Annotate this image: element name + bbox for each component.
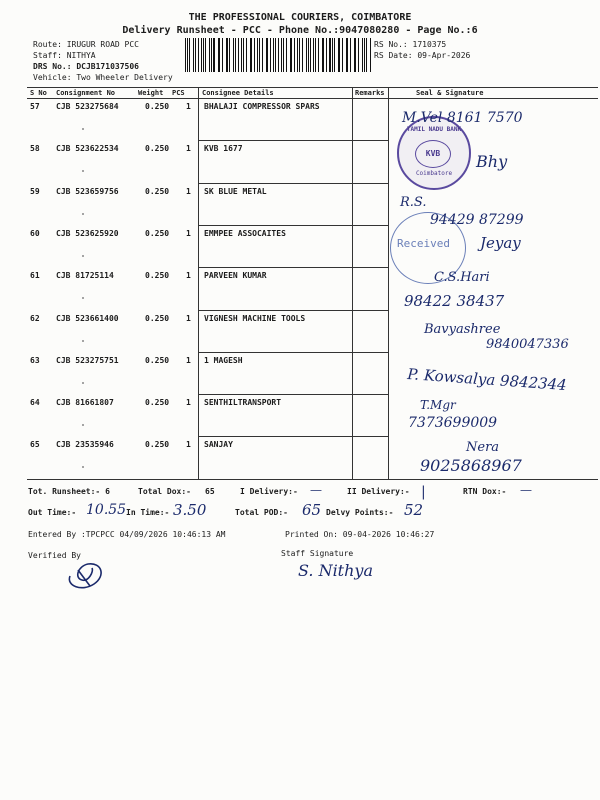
row-consignee: BHALAJI COMPRESSOR SPARS — [204, 102, 320, 111]
barcode-bar — [209, 38, 210, 72]
barcode-bar — [246, 38, 247, 72]
col-consignment: Consignment No — [56, 89, 116, 97]
row-rule — [198, 310, 388, 311]
row-mark — [82, 340, 84, 342]
staff-label: Staff: NITHYA — [33, 51, 96, 60]
row-sno: 61 — [30, 271, 40, 281]
row-consignee: KVB 1677 — [204, 144, 243, 154]
delvy-points-value: 52 — [404, 501, 424, 519]
vehicle-label: Vehicle: Two Wheeler Delivery — [33, 73, 173, 82]
printed-on: Printed On: 09-04-2026 10:46:27 — [285, 530, 435, 539]
barcode-bar — [267, 38, 268, 72]
signature-60: Jeyay — [480, 234, 521, 252]
row-pcs: 1 — [186, 144, 191, 154]
row-sno: 58 — [30, 144, 40, 154]
barcode-bar — [259, 38, 260, 72]
barcode-bar — [302, 38, 303, 72]
bank-seal-stamp — [397, 116, 471, 190]
signature-62a: Bavyashree — [424, 322, 501, 337]
barcode-bar — [366, 38, 367, 72]
table-header-rule — [27, 98, 598, 99]
col-sno: S No — [30, 89, 47, 97]
total-pod-label: Total POD:- — [235, 508, 288, 517]
col-pcs: PCS — [172, 89, 185, 97]
row-weight: 0.250 — [145, 355, 170, 365]
barcode-bar — [281, 38, 282, 72]
barcode-bar — [254, 38, 255, 72]
row-mark — [82, 297, 84, 299]
barcode-bar — [299, 38, 300, 72]
row-pcs: 1 — [186, 313, 191, 323]
barcode-bar — [273, 38, 274, 72]
row-mark — [82, 382, 84, 384]
row-weight: 0.250 — [145, 398, 170, 408]
signature-61a: C.S.Hari — [434, 270, 490, 285]
barcode-bar — [195, 38, 196, 72]
row-sno: 60 — [30, 228, 40, 238]
row-consignment-no: CJB 81661807 — [56, 398, 114, 408]
row-consignee: SK BLUE METAL — [204, 186, 267, 196]
barcode-bar — [193, 38, 194, 72]
row-weight: 0.250 — [145, 313, 170, 323]
table-bottom-rule — [27, 479, 598, 480]
barcode-bar — [355, 38, 356, 72]
out-time-label: Out Time:- — [28, 508, 77, 517]
barcode-bar — [342, 38, 343, 72]
row-pcs: 1 — [186, 228, 191, 238]
col-divider — [352, 87, 353, 479]
staff-signature-value: S. Nithya — [298, 561, 373, 580]
row-weight: 0.250 — [145, 186, 170, 196]
barcode-bar — [291, 38, 292, 72]
row-rule — [198, 140, 388, 141]
row-mark — [82, 466, 84, 468]
row-pcs: 1 — [186, 186, 191, 196]
table-top-rule — [27, 87, 598, 88]
barcode-bar — [229, 38, 230, 72]
drs-number: DRS No.: DCJB171037506 — [33, 62, 139, 71]
signature-65a: Nera — [466, 440, 500, 455]
row-weight: 0.250 — [145, 102, 170, 111]
row-consignment-no: CJB 523622534 — [56, 144, 119, 154]
delvy-points-label: Delvy Points:- — [326, 508, 394, 517]
row-mark — [82, 424, 84, 426]
row-mark — [82, 170, 84, 172]
dash-mark: — — [520, 483, 532, 497]
signature-58: Bhy — [476, 152, 508, 171]
kvb-logo: KVB — [415, 140, 451, 168]
bank-seal-city: Coimbatore — [415, 170, 453, 177]
tot-runsheet: Tot. Runsheet:- 6 — [28, 487, 110, 496]
row-consignee: 1 MAGESH — [204, 355, 243, 365]
signature-63: P. Kowsalya 9842344 — [406, 365, 568, 395]
row-sno: 64 — [30, 398, 40, 408]
barcode-bar — [222, 38, 223, 72]
received-stamp-text: Received — [397, 237, 450, 250]
rs-number: RS No.: 1710375 — [374, 40, 447, 49]
barcode-bar — [329, 38, 330, 72]
total-dox-value: 65 — [205, 487, 215, 496]
barcode-bar — [233, 38, 234, 72]
col-weight: Weight — [138, 89, 164, 97]
row-rule — [198, 394, 388, 395]
row-pcs: 1 — [186, 440, 191, 450]
row-rule — [198, 352, 388, 353]
barcode-bar — [323, 38, 324, 72]
barcode-bar — [205, 38, 206, 72]
col-remarks: Remarks — [355, 89, 385, 97]
row-pcs: 1 — [186, 102, 191, 111]
barcode-bar — [185, 38, 186, 72]
row-sno: 59 — [30, 186, 40, 196]
staff-signature-label: Staff Signature — [281, 549, 354, 558]
row-consignee: SENTHILTRANSPORT — [204, 398, 282, 408]
row-consignment-no: CJB 523661400 — [56, 313, 119, 323]
signature-65b: 9025868967 — [420, 456, 522, 475]
row-consignee: SANJAY — [204, 440, 233, 450]
row-consignment-no: CJB 523275684 — [56, 102, 119, 111]
row-mark — [82, 128, 84, 130]
row-sno: 63 — [30, 355, 40, 365]
barcode-bar — [213, 38, 214, 72]
barcode-bar — [241, 38, 242, 72]
signature-57: M.Vel 8161 7570 — [402, 110, 523, 126]
row-consignment-no: CJB 81725114 — [56, 271, 114, 281]
row-consignment-no: CJB 523625920 — [56, 228, 119, 238]
signature-59a: R.S. — [400, 195, 427, 210]
col-divider — [388, 87, 389, 479]
rtn-dox-label: RTN Dox:- — [463, 487, 507, 496]
dash-mark: — — [310, 483, 322, 497]
signature-64b: 7373699009 — [408, 415, 498, 431]
row-pcs: 1 — [186, 355, 191, 365]
row-consignment-no: CJB 23535946 — [56, 440, 114, 450]
row-weight: 0.250 — [145, 144, 170, 154]
row-mark — [82, 213, 84, 215]
row-sno: 65 — [30, 440, 40, 450]
verified-by-label: Verified By — [28, 551, 81, 560]
row-consignee: VIGNESH MACHINE TOOLS — [204, 313, 306, 323]
i-delivery-label: I Delivery:- — [240, 487, 298, 496]
barcode-bar — [315, 38, 316, 72]
row-weight: 0.250 — [145, 440, 170, 450]
row-consignment-no: CJB 523659756 — [56, 186, 119, 196]
entered-by: Entered By :TPCPCC 04/09/2026 10:46:13 AM — [28, 530, 226, 539]
col-consignee: Consignee Details — [202, 89, 274, 97]
verifier-signature — [64, 556, 112, 594]
row-sno: 57 — [30, 102, 40, 111]
signature-59b: 94429 87299 — [430, 212, 524, 228]
barcode-bar — [350, 38, 351, 72]
barcode-bar — [313, 38, 314, 72]
in-time-value: 3.50 — [173, 501, 207, 519]
company-name: THE PROFESSIONAL COURIERS, COIMBATORE — [188, 12, 412, 23]
row-weight: 0.250 — [145, 228, 170, 238]
row-rule — [198, 436, 388, 437]
row-rule — [198, 183, 388, 184]
row-consignee: PARVEEN KUMAR — [204, 271, 267, 281]
route-label: Route: IRUGUR ROAD PCC — [33, 40, 139, 49]
signature-61b: 98422 38437 — [404, 292, 505, 310]
bank-seal-text: TAMIL NADU BANK — [406, 126, 462, 133]
runsheet-subtitle: Delivery Runsheet - PCC - Phone No.:9047080280 - Page No.:6 — [122, 25, 478, 36]
in-time-label: In Time:- — [126, 508, 170, 517]
barcode — [185, 38, 371, 72]
row-mark — [82, 255, 84, 257]
total-dox-label: Total Dox:- — [138, 487, 191, 496]
row-sno: 62 — [30, 313, 40, 323]
row-pcs: 1 — [186, 398, 191, 408]
ii-delivery-label: II Delivery:- — [347, 487, 410, 496]
row-consignment-no: CJB 523275751 — [56, 355, 119, 365]
row-weight: 0.250 — [145, 271, 170, 281]
row-rule — [198, 267, 388, 268]
out-time-value: 10.55 — [86, 502, 127, 518]
signature-64a: T.Mgr — [420, 398, 456, 412]
total-pod-value: 65 — [302, 501, 322, 519]
row-consignee: EMMPEE ASSOCAITES — [204, 228, 286, 238]
tick-mark: | — [421, 484, 426, 500]
barcode-bar — [358, 38, 359, 72]
signature-62b: 9840047336 — [486, 337, 569, 352]
row-pcs: 1 — [186, 271, 191, 281]
col-seal-signature: Seal & Signature — [416, 89, 484, 97]
col-divider — [198, 87, 199, 479]
row-rule — [198, 225, 388, 226]
barcode-bar — [283, 38, 284, 72]
barcode-bar — [334, 38, 335, 72]
rs-date: RS Date: 09-Apr-2026 — [374, 51, 471, 60]
